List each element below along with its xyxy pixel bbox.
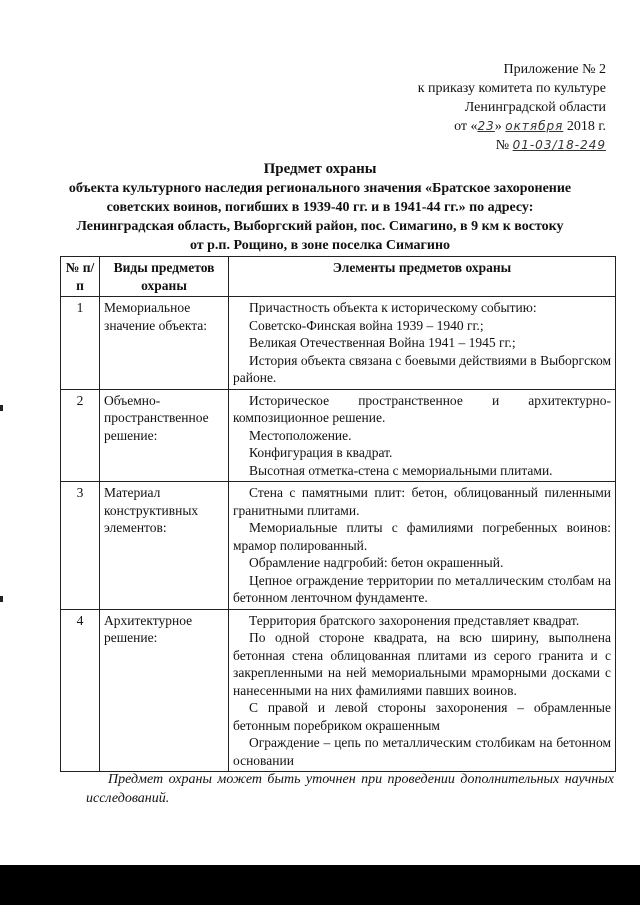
heading-line: объекта культурного наследия регионального значения «Братское захоронение	[68, 181, 572, 196]
row-number: 1	[61, 297, 100, 390]
footnote	[86, 770, 614, 808]
row-kind: Объемно-пространственное решение:	[100, 389, 229, 482]
element-item: Историческое пространственное и архитектурно-композиционное решение.	[233, 392, 611, 425]
element-item: Стена с памятными плит: бетон, облицованный пиленными гранитными плитами.	[233, 485, 611, 518]
column-header-kind: Виды предметов охраны	[100, 257, 229, 297]
heading-line: Ленинградская область, Выборгский район, пос. Симагино, в 9 км к востоку	[76, 219, 564, 234]
row-number: 2	[61, 389, 100, 482]
element-item: Местоположение.	[249, 427, 352, 443]
appendix-date: от «23» октября 2018 г.	[454, 119, 606, 134]
table-row	[61, 389, 616, 482]
table-header-row	[61, 257, 616, 297]
element-item: По одной стороне квадрата, на всю ширину, выполнена бетонная стена облицованная плитами из серого гранита и с закрепленными на ней мемориальными мраморными досками с нанесенными на них фамилиями павших воинов.	[233, 630, 611, 698]
row-number: 4	[61, 609, 100, 772]
row-number: 3	[61, 482, 100, 610]
appendix-line: Ленинградской области	[464, 100, 606, 115]
appendix-line: к приказу комитета по культуре	[417, 81, 606, 96]
row-elements	[229, 609, 616, 772]
table-row	[61, 482, 616, 610]
element-item: Конфигурация в квадрат.	[249, 445, 393, 460]
element-item: Обрамление надгробий: бетон окрашенный.	[249, 555, 504, 570]
column-header-elements: Элементы предметов охраны	[229, 257, 616, 297]
row-kind: Мемориальное значение объекта:	[100, 297, 229, 390]
heading-line: от р.п. Рощино, в зоне поселка Симагино	[189, 238, 451, 253]
row-elements	[229, 482, 616, 610]
element-item: Советско-Финская война 1939 – 1940 гг.;	[249, 317, 484, 333]
row-kind: Материал конструктивных элементов:	[100, 482, 229, 610]
row-kind: Архитектурное решение:	[100, 609, 229, 772]
element-item: С правой и левой стороны захоронения – обрамленные бетонным поребриком окрашенным	[233, 700, 611, 733]
table-row	[61, 297, 616, 390]
column-header-num: № п/п	[61, 257, 100, 297]
element-item: Территория братского захоронения представляет квадрат.	[249, 612, 580, 628]
element-item: История объекта связана с боевыми действиями в Выборгском районе.	[233, 352, 611, 385]
element-item: Цепное ограждение территории по металлическим столбам на бетонном ленточном фундаменте.	[233, 572, 611, 605]
scan-border-bar	[0, 865, 640, 905]
footnote-text: Предмет охраны может быть уточнен при проведении дополнительных научных исследований.	[86, 772, 614, 806]
handwritten-day: 23	[477, 119, 495, 133]
scan-edge-mark	[0, 596, 3, 602]
appendix-line: Приложение № 2	[503, 62, 606, 77]
element-item: Ограждение – цепь по металлическим столбикам на бетонном основании	[233, 735, 611, 768]
table-row	[61, 609, 616, 772]
row-elements	[229, 297, 616, 390]
element-item: Великая Отечественная Война 1941 – 1945 гг.;	[249, 335, 516, 350]
appendix-block	[418, 60, 606, 155]
page-title: Предмет охраны	[263, 161, 377, 177]
element-item: Высотная отметка-стена с мемориальными плитами.	[249, 462, 553, 478]
handwritten-month: октября	[505, 119, 564, 133]
row-elements	[229, 389, 616, 482]
document-heading	[30, 160, 610, 255]
element-item: Мемориальные плиты с фамилиями погребенных воинов: мрамор полированный.	[233, 520, 611, 553]
scan-edge-mark	[0, 405, 3, 411]
appendix-number: № 01-03/18-249	[495, 138, 606, 153]
protection-table	[60, 256, 616, 772]
element-item: Причастность объекта к историческому событию:	[249, 300, 537, 315]
heading-line: советских воинов, погибших в 1939-40 гг. и в 1941-44 гг.» по адресу:	[106, 200, 534, 215]
handwritten-number: 01-03/18-249	[512, 138, 606, 152]
